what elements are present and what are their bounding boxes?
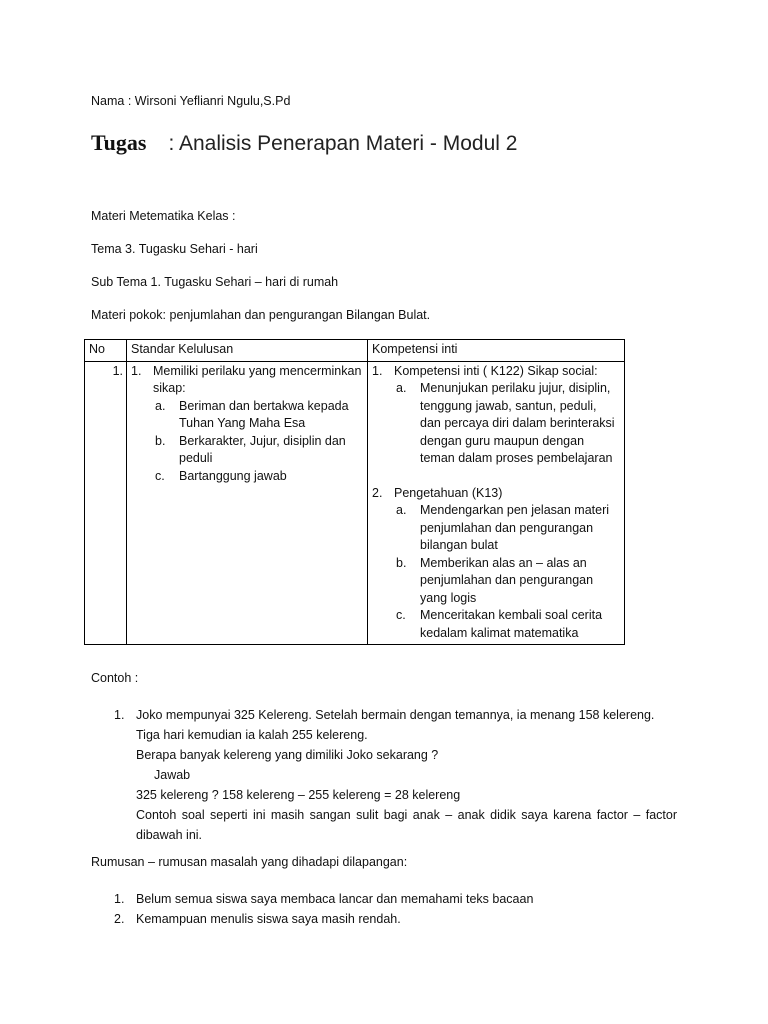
sub-list-marker: a. [396,381,407,395]
materi-line: Materi Metematika Kelas : [91,209,236,223]
list-item [114,705,677,845]
sub-list-item [372,380,620,468]
table-cell-no: 1. [85,361,127,645]
document-title [91,130,517,156]
list-item [372,485,620,503]
sub-list-item-text: Menunjukan perilaku jujur, disiplin, tenggung jawab, santun, peduli, dan percaya diri dalam berinteraksi dengan guru maupun dengan teman dalam proses pembelajaran [420,381,615,465]
table-cell-kompetensi [368,361,625,645]
sub-list-item-text: Mendengarkan pen jelasan materi penjumlahan dan pengurangan bilangan bulat [420,503,610,552]
table-cell-standar [127,361,368,645]
sub-list-marker: a. [396,503,407,517]
kompetensi-list [372,363,620,643]
sub-list-item-text: Memberikan alas an – alas an penjumlahan dan pengurangan yang logis [420,555,594,605]
sub-list-item-text: Berkarakter, Jujur, disiplin dan peduli [179,433,346,465]
contoh-heading: Contoh : [91,671,139,685]
contoh-jawab: Jawab [154,768,191,782]
contoh-line: Joko mempunyai 325 Kelereng. Setelah bermain dengan temannya, ia menang 158 kelereng. [136,708,655,722]
table-header-no: No [85,340,127,362]
list-item-text: Memiliki perilaku yang mencerminkan sikap: [153,363,362,395]
table-row [85,361,625,645]
tema-line: Tema 3. Tugasku Sehari - hari [91,242,258,256]
sub-list-marker: c. [155,468,165,483]
list-marker: 1. [114,708,125,722]
list-item [114,909,533,929]
list-marker: 1. [372,363,383,378]
sub-list-marker: c. [396,608,406,622]
sub-list-item-text: Menceritakan kembali soal cerita kedalam kalimat matematika [420,608,603,640]
author-name: Nama : Wirsoni Yeflianri Ngulu,S.Pd [91,94,291,108]
contoh-list [114,705,677,845]
title-label: Tugas [91,130,147,155]
sub-list-marker: a. [155,398,166,413]
rumusan-list [114,889,533,929]
standar-list [131,363,363,486]
list-marker: 1. [131,363,142,378]
sub-list-marker: b. [396,555,407,570]
sub-list-item-text: Beriman dan bertakwa kepada Tuhan Yang Maha Esa [179,398,349,430]
materi-pokok-line: Materi pokok: penjumlahan dan pengurangan Bilangan Bulat. [91,308,431,322]
list-item [372,363,620,381]
list-marker: 1. [114,892,125,906]
sub-list-item [372,502,620,555]
sub-list-item [131,433,363,468]
contoh-line: Tiga hari kemudian ia kalah 255 kelereng. [136,728,368,742]
contoh-line: Berapa banyak kelereng yang dimiliki Joko sekarang ? [136,748,439,762]
contoh-line: 325 kelereng ? 158 kelereng – 255 kelereng = 28 kelereng [136,788,461,802]
list-item [131,363,363,398]
sub-list-marker: b. [155,433,166,448]
contoh-body [136,705,677,845]
table-header-standar: Standar Kelulusan [127,340,368,362]
subtema-line: Sub Tema 1. Tugasku Sehari – hari di rumah [91,275,339,289]
contoh-line: Contoh soal seperti ini masih sangan sulit bagi anak – anak didik saya karena factor – factor [136,808,677,822]
list-item-text: Kemampuan menulis siswa saya masih rendah. [136,912,401,926]
sub-list-item [131,468,363,486]
list-item-text: Belum semua siswa saya membaca lancar dan memahami teks bacaan [136,892,534,906]
sub-list-item [131,398,363,433]
contoh-line: dibawah ini. [136,828,203,842]
sub-list-item [372,555,620,608]
sub-list-item [372,607,620,642]
list-item [114,889,533,909]
table-header-row [85,340,625,362]
title-text: : Analisis Penerapan Materi - Modul 2 [168,132,518,155]
rumusan-heading: Rumusan – rumusan masalah yang dihadapi dilapangan: [91,855,408,869]
list-marker: 2. [114,912,125,926]
list-item-text: Pengetahuan (K13) [394,485,503,500]
list-item-text: Kompetensi inti ( K122) Sikap social: [394,363,598,378]
list-marker: 2. [372,485,383,500]
sub-list-item-text: Bartanggung jawab [179,468,287,483]
competency-table [84,339,625,645]
table-header-kompetensi: Kompetensi inti [368,340,625,362]
